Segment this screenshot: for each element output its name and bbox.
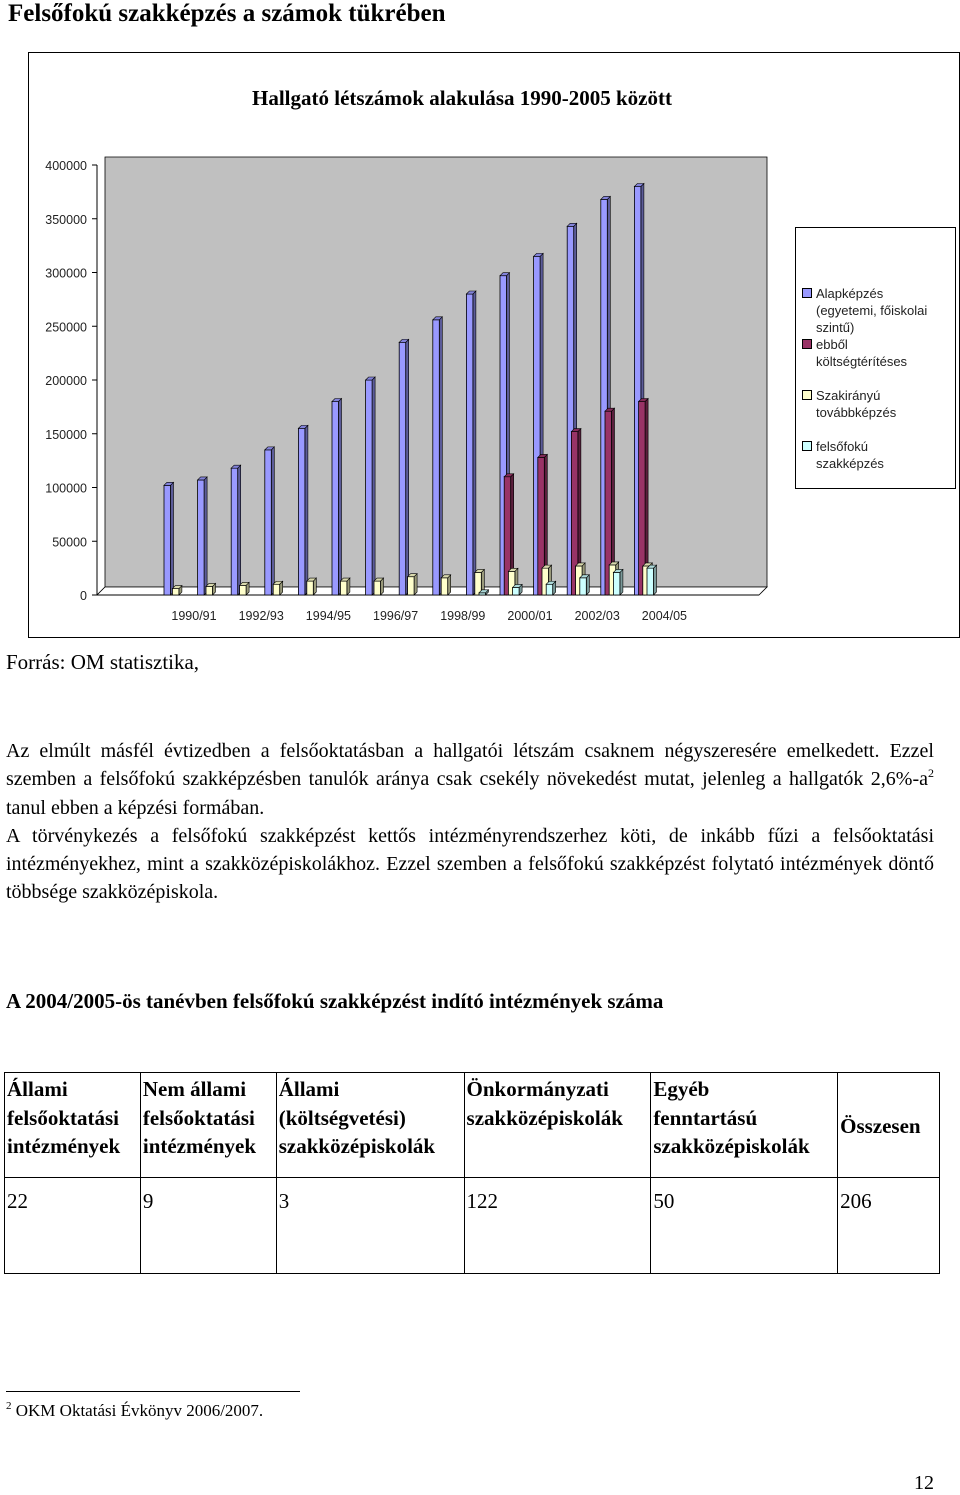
chart-frame (28, 52, 960, 638)
bar-szakiranyu (206, 583, 216, 595)
footnote-mark: 2 (6, 1400, 12, 1412)
legend-label-szakiranyu: Szakirányú továbbképzés (816, 388, 897, 420)
bar-alapkepzes (366, 377, 376, 595)
bar-alapkepzes (265, 447, 275, 595)
source-note: Forrás: OM statisztika, (6, 650, 200, 674)
bar-alapkepzes (466, 291, 476, 595)
bar-szakiranyu (441, 575, 451, 595)
footnote-ref[interactable]: 2 (928, 766, 934, 781)
header-egyeb: Egyéb fenntartású szakközépiskolák (651, 1073, 838, 1178)
page-number: 12 (914, 1472, 934, 1494)
legend-swatch-koltsegteriteses (802, 339, 812, 349)
paragraph-1-text: Az elmúlt másfél évtizedben a felsőoktatásban a hallgatói létszám csaknem négyszeresére emelkedett. Ezzel szemben a felsőfokú szakképzésben tanulók aránya csak csekély növekedést mutat, jelenleg a hallgatók 2,6%-a (6, 740, 934, 791)
legend-swatch-szakiranyu (802, 390, 812, 400)
legend-item-koltsegteriteses (802, 336, 936, 370)
y-tick-label: 300000 (45, 266, 87, 281)
bar-szakiranyu (172, 586, 182, 595)
bar-szakiranyu (408, 574, 418, 595)
bar-alapkepzes (332, 399, 342, 596)
table-cell: 122 (464, 1178, 651, 1274)
institutions-table (4, 1072, 940, 1274)
footnote (6, 1401, 263, 1421)
paragraph-1 (6, 737, 934, 822)
bar-alapkepzes (231, 465, 241, 595)
y-tick-label: 150000 (45, 427, 87, 442)
bar-szakiranyu (240, 582, 250, 595)
table-cell: 3 (276, 1178, 464, 1274)
bar-szakiranyu (374, 578, 384, 595)
x-tick-label: 1990/91 (171, 609, 217, 623)
bar-felsofoku (613, 569, 623, 595)
table-cell: 9 (140, 1178, 276, 1274)
y-tick-label: 400000 (45, 159, 87, 173)
footnote-rule (6, 1391, 300, 1392)
table-cell: 50 (651, 1178, 838, 1274)
bar-szakiranyu (307, 578, 317, 595)
legend-swatch-felsofoku (802, 441, 812, 451)
y-tick-label: 200000 (45, 374, 87, 388)
legend-item-alapkepzes (802, 285, 936, 336)
bar-felsofoku (580, 575, 590, 595)
table-value-row (5, 1178, 940, 1274)
y-tick-label: 250000 (45, 320, 87, 335)
footnote-text: OKM Oktatási Évkönyv 2006/2007. (11, 1401, 264, 1420)
bar-felsofoku (647, 565, 657, 595)
x-tick-label: 2002/03 (574, 609, 620, 623)
bar-felsofoku (513, 584, 523, 595)
header-allami-felsooktatasi: Állami felsőoktatási intézmények (5, 1073, 141, 1178)
y-tick-label: 50000 (52, 535, 87, 550)
x-tick-label: 2000/01 (507, 609, 553, 623)
paragraph-2: A törvénykezés a felsőfokú szakképzést kettős intézményrendszerhez köti, de inkább fűzi a felsőoktatási intézményekhez, mint a szakközépiskolákhoz. Ezzel szemben a felsőfokú szakképzést folytató intézmények döntő többsége szakközépiskola. (6, 824, 934, 904)
bar-alapkepzes (164, 482, 174, 595)
paragraph-1-end: tanul ebben a képzési formában. (6, 796, 265, 819)
chart-legend (795, 227, 956, 489)
y-tick-label: 0 (80, 589, 87, 603)
x-tick-label: 1994/95 (305, 609, 351, 623)
legend-label-koltsegteriteses: ebből költségtérítéses (816, 337, 908, 369)
legend-label-alapkepzes: Alapképzés (egyetemi, főiskolai szintű) (816, 286, 928, 335)
legend-item-felsofoku (802, 438, 936, 472)
bar-alapkepzes (399, 339, 409, 595)
x-tick-label: 1998/99 (440, 609, 486, 623)
chart-title: Hallgató létszámok alakulása 1990-2005 között (252, 86, 672, 110)
header-osszesen: Összesen (838, 1073, 940, 1178)
table-cell: 22 (5, 1178, 141, 1274)
x-tick-label: 1996/97 (373, 609, 419, 623)
bar-szakiranyu (273, 581, 283, 595)
x-tick-label: 2004/05 (641, 609, 687, 623)
table-cell: 206 (838, 1178, 940, 1274)
bar-alapkepzes (298, 425, 308, 595)
page-heading: Felsőfokú szakképzés a számok tükrében (8, 0, 446, 27)
table-header-row (5, 1073, 940, 1178)
header-onkormanyzati: Önkormányzati szakközépiskolák (464, 1073, 651, 1178)
bar-alapkepzes (198, 477, 208, 595)
bar-felsofoku (546, 581, 556, 595)
body-paragraph (6, 737, 934, 907)
legend-label-felsofoku: felsőfokú szakképzés (816, 439, 884, 471)
bar-szakiranyu (340, 578, 350, 595)
x-tick-label: 1992/93 (238, 609, 284, 623)
header-nem-allami-felsooktatasi: Nem állami felsőoktatási intézmények (140, 1073, 276, 1178)
legend-swatch-alapkepzes (802, 288, 812, 298)
table-title: A 2004/2005-ös tanévben felsőfokú szakképzést indító intézmények száma (6, 989, 664, 1013)
bar-alapkepzes (433, 317, 443, 595)
header-allami-szakkozepiskolak: Állami (költségvetési) szakközépiskolák (276, 1073, 464, 1178)
y-tick-label: 350000 (45, 212, 87, 227)
legend-item-szakiranyu (802, 387, 936, 421)
y-tick-label: 100000 (45, 481, 87, 496)
